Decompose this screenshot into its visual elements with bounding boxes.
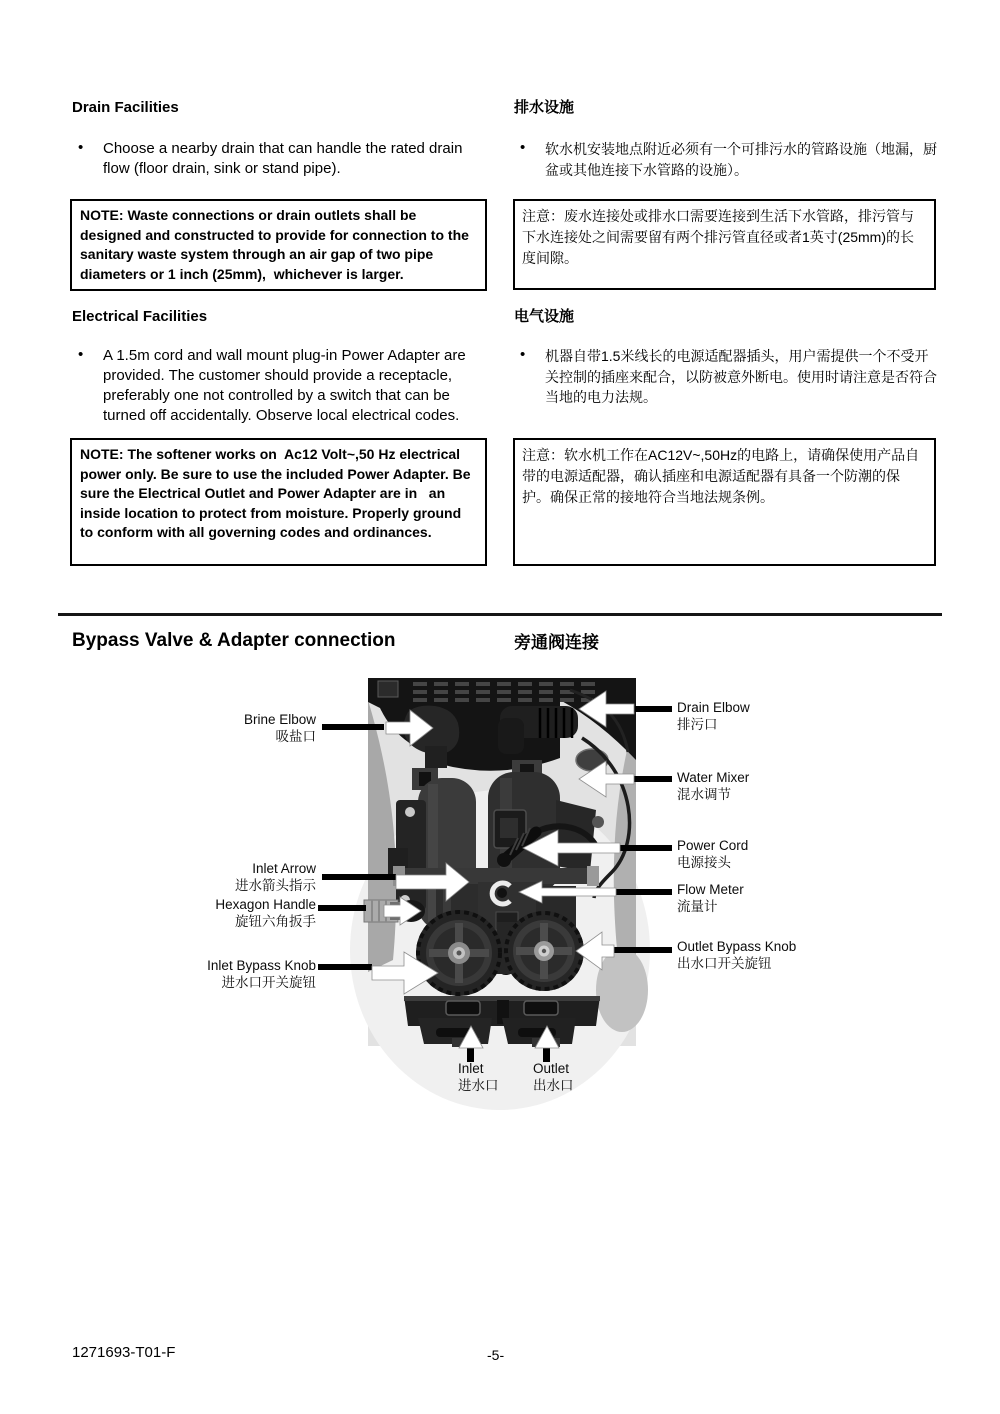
label-hexagon-handle [136, 897, 316, 930]
drain-note-box-zh: 注意：废水连接处或排水口需要连接到生活下水管路，排污管与下水连接处之间需要留有两个排污管直径或者1英寸(25mm)的长度间隙。 [513, 199, 936, 290]
electrical-facilities-heading-zh: 电气设施 [514, 308, 575, 325]
label-brine-elbow [146, 712, 316, 745]
label-zh: 进水口 [458, 1077, 499, 1093]
inlet-bypass-knob-part [416, 910, 502, 996]
bullet-dot: • [520, 346, 526, 363]
bullet-dot: • [78, 346, 84, 363]
label-outlet [533, 1061, 603, 1094]
label-en: Outlet Bypass Knob [677, 939, 797, 954]
bypass-section-title-zh: 旁通阀连接 [514, 633, 599, 652]
label-en: Hexagon Handle [215, 897, 316, 912]
document-code: 1271693-T01-F [72, 1344, 176, 1361]
label-en: Water Mixer [677, 770, 750, 785]
page-number: -5- [487, 1347, 505, 1363]
label-zh: 吸盐口 [275, 728, 316, 744]
bypass-valve-diagram [0, 660, 1000, 1130]
drain-bullet-text-zh: 软水机安装地点附近必须有一个可排污水的管路设施（地漏，厨盆或其他连接下水管路的设施）。 [545, 141, 937, 178]
label-zh: 出水口 [533, 1077, 574, 1093]
bypass-section-title: Bypass Valve & Adapter connection [72, 630, 396, 651]
electrical-facilities-heading: Electrical Facilities [72, 308, 208, 325]
label-zh: 进水箭头指示 [235, 877, 316, 893]
drain-facilities-heading-zh: 排水设施 [514, 99, 575, 116]
label-zh: 流量计 [677, 898, 718, 914]
bullet-dot: • [520, 139, 526, 156]
label-drain-elbow [677, 700, 817, 733]
label-zh: 排污口 [677, 716, 718, 732]
electrical-note-box: NOTE: The softener works on Ac12 Volt~,50 Hz electrical power only. Be sure to use the included Power Adapter. Be sure the Electrical Outlet and Power Adapter are in an inside location to protect from moisture. Properly ground to conform with all governing codes and ordinances. [70, 438, 487, 566]
drain-bullet-item [72, 139, 482, 179]
label-zh: 出水口开关旋钮 [677, 955, 772, 971]
label-inlet-bypass-knob [126, 958, 316, 991]
drain-note-box: NOTE: Waste connections or drain outlets shall be designed and constructed to provide for connection to the sanitary waste system through an air gap of two pipe diameters or 1 inch (25mm), whichever is larger. [70, 199, 487, 291]
drain-facilities-heading: Drain Facilities [72, 99, 179, 116]
label-en: Inlet Bypass Knob [207, 958, 316, 973]
label-flow-meter [677, 882, 817, 915]
electrical-bullet-text: A 1.5m cord and wall mount plug-in Power Adapter are provided. The customer should provide a receptacle, preferably one not controlled by a switch that can be turned off accidentally. Observe local electrical codes. [103, 347, 470, 424]
electrical-bullet-item [72, 346, 486, 426]
label-outlet-bypass-knob [677, 939, 837, 972]
electrical-note-box-zh: 注意：软水机工作在AC12V~,50Hz的电路上，请确保使用产品自带的电源适配器，确认插座和电源适配器有具备一个防潮的保护。确保正常的接地符合当地法规条例。 [513, 438, 936, 566]
bullet-dot: • [78, 139, 84, 156]
section-divider [58, 613, 942, 616]
label-en: Inlet Arrow [252, 861, 316, 876]
label-zh: 进水口开关旋钮 [221, 974, 316, 990]
label-zh: 电源接头 [677, 854, 731, 870]
label-en: Drain Elbow [677, 700, 750, 715]
label-inlet [458, 1061, 528, 1094]
label-inlet-arrow [136, 861, 316, 894]
electrical-bullet-text-zh: 机器自带1.5米线长的电源适配器插头，用户需提供一个不受开关控制的插座来配合，以防被意外断电。使用时请注意是否符合当地的电力法规。 [545, 348, 937, 405]
label-power-cord [677, 838, 817, 871]
label-en: Power Cord [677, 838, 749, 853]
label-water-mixer [677, 770, 817, 803]
electrical-bullet-item-zh [514, 346, 938, 408]
drain-bullet-item-zh [514, 139, 938, 180]
label-en: Outlet [533, 1061, 570, 1076]
label-en: Flow Meter [677, 882, 744, 897]
outlet-bypass-knob-part [504, 911, 584, 991]
drain-bullet-text: Choose a nearby drain that can handle the rated drain flow (floor drain, sink or stand pipe). [103, 140, 467, 177]
label-en: Brine Elbow [243, 712, 316, 727]
label-en: Inlet [458, 1061, 484, 1076]
label-zh: 旋钮六角扳手 [235, 913, 316, 929]
label-zh: 混水调节 [677, 786, 731, 802]
